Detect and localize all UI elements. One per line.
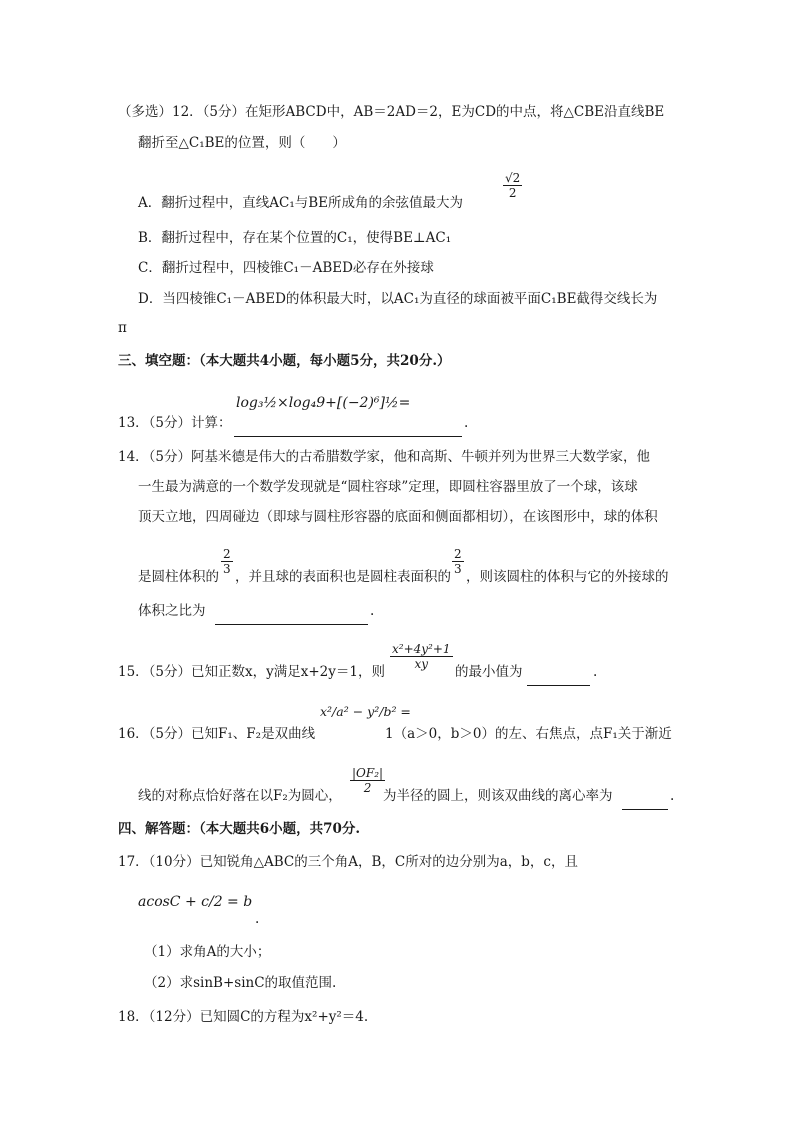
q12-option-d: D．当四棱锥C₁－ABED的体积最大时，以AC₁为直径的球面被平面C₁BE截得交线长为 [138, 291, 658, 307]
q17-sub1: （1）求角A的大小； [144, 944, 271, 960]
q17-sub2: （2）求sinB+sinC的取值范围. [144, 975, 337, 991]
q16-end: . [670, 788, 675, 804]
fraction-numerator: |OF₂| [352, 766, 384, 780]
q12-option-a-text: A．翻折过程中，直线AC₁与BE所成角的余弦值最大为 [138, 195, 464, 211]
q14-line5-end: . [370, 603, 375, 619]
q17-line1: 17．（10分）已知锐角△ABC的三个角A，B，C所对的边分别为a，b，c，且 [118, 854, 578, 870]
q14-line3: 顶天立地，四周碰边（即球与圆柱形容器的底面和侧面都相切），在该图形中，球的体积 [138, 509, 658, 525]
fraction-denominator: 2 [363, 781, 372, 795]
q15-suffix: 的最小值为 [455, 664, 523, 680]
fraction-numerator: 2 [223, 547, 231, 561]
fraction-denominator: 2 [508, 186, 517, 200]
q14-line4b: ，并且球的表面积也是圆柱表面积的 [235, 569, 451, 585]
q14-line1: 14．（5分）阿基米德是伟大的古希腊数学家，他和高斯、牛顿并列为世界三大数学家，他 [118, 449, 651, 465]
q15-answer-blank [527, 676, 590, 690]
fraction-numerator: 2 [454, 547, 462, 561]
q15-end: . [593, 664, 598, 680]
q14-line4a: 是圆柱体积的 [138, 569, 219, 585]
section-4-title: 四、解答题：（本大题共6小题，共70分. [118, 821, 361, 837]
fraction-denominator: 3 [223, 562, 231, 576]
q12-option-d-continued: π [118, 320, 127, 336]
q14-fraction-1 [221, 548, 233, 575]
q15-fraction [390, 643, 453, 670]
q16-prefix: 16．（5分）已知F₁、F₂是双曲线 [118, 726, 316, 742]
q12-option-c: C．翻折过程中，四棱锥C₁－ABED必存在外接球 [138, 260, 434, 276]
q16-hyperbola-equation: x²/a² − y²/b² = [320, 704, 411, 719]
q18-line1: 18．（12分）已知圆C的方程为x²+y²＝4. [118, 1009, 369, 1025]
section-3-title: 三、填空题：（本大题共4小题，每小题5分，共20分.） [118, 353, 451, 369]
q12-option-b: B．翻折过程中，存在某个位置的C₁，使得BE⊥AC₁ [138, 230, 452, 246]
q17-formula-end: . [255, 911, 260, 927]
q15-prefix: 15．（5分）已知正数x，y满足x+2y＝1，则 [118, 664, 385, 680]
q13-prefix: 13．（5分）计算： [118, 415, 232, 431]
q12-line1: （多选）12．（5分）在矩形ABCD中，AB＝2AD＝2，E为CD的中点，将△CBE沿直线BE [118, 104, 665, 120]
q13-answer-blank [234, 427, 462, 441]
q14-line5: 体积之比为 [138, 603, 206, 619]
q12-line2: 翻折至△C₁BE的位置，则（ ） [138, 135, 346, 151]
q14-line4c: ，则该圆柱的体积与它的外接球的 [466, 569, 669, 585]
q12-option-a [138, 197, 463, 211]
fraction-denominator: xy [414, 657, 429, 671]
q14-line2: 一生最为满意的一个数学发现就是“圆柱容球”定理，即圆柱容器里放了一个球，该球 [138, 479, 638, 495]
fraction-denominator: 3 [454, 562, 462, 576]
q17-formula: acosC + c/2 = b [138, 894, 253, 910]
q13-formula: log₃½×log₄9+[(−2)⁶]½= [236, 395, 411, 411]
q16-line2b: 为半径的圆上，则该双曲线的离心率为 [383, 788, 613, 804]
q14-answer-blank [215, 615, 368, 629]
q16-line2a: 线的对称点恰好落在以F₂为圆心， [138, 788, 342, 804]
q14-fraction-2 [452, 548, 464, 575]
fraction-numerator: x²+4y²+1 [392, 642, 451, 656]
q16-answer-blank [622, 800, 668, 814]
q16-mid: 1（a＞0，b＞0）的左、右焦点，点F₁关于渐近 [385, 726, 672, 742]
q12-option-a-fraction [503, 172, 522, 199]
q13-suffix: . [464, 415, 469, 431]
q16-fraction [350, 767, 385, 794]
fraction-numerator: √2 [505, 171, 521, 185]
